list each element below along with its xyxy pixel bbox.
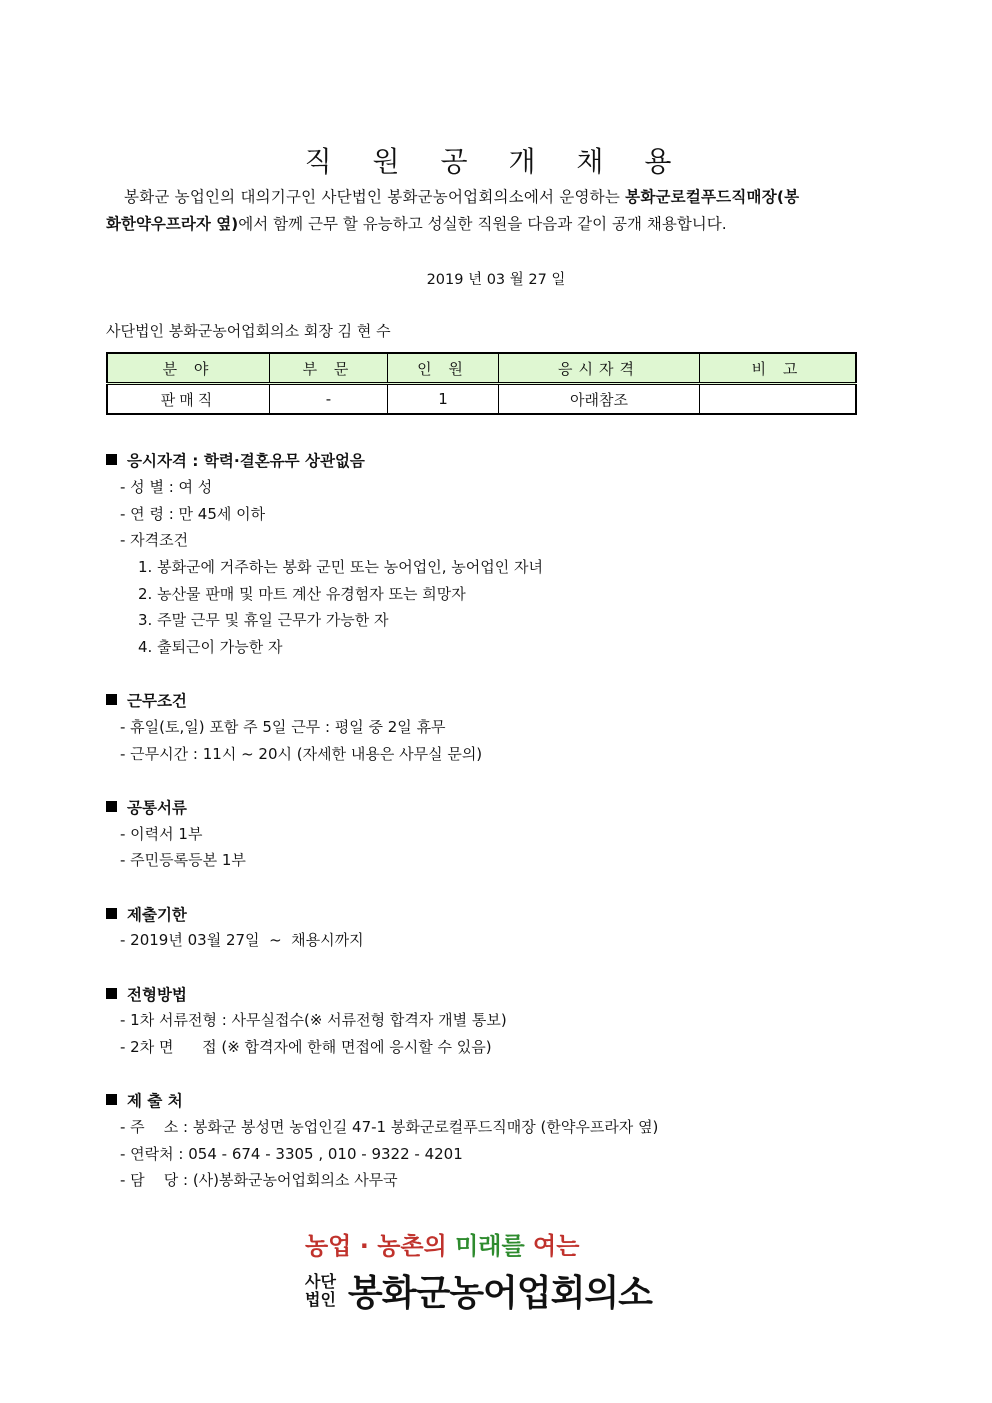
list-item: - 담 당 : (사)봉화군농어업회의소 사무국 <box>120 1171 398 1189</box>
header-field: 분 야 <box>107 353 270 384</box>
list-item: - 2차 면 접 (※ 합격자에 한해 면접에 응시할 수 있음) <box>120 1038 492 1056</box>
cell-notes <box>700 384 857 415</box>
list-item: - 주 소 : 봉화군 봉성면 농업인길 47-1 봉화군로컬푸드직매장 (한약우프라자 옆) <box>120 1118 659 1136</box>
square-bullet-icon <box>106 1094 117 1105</box>
organization-line: 사단법인 봉화군농어업회의소 회장 김 현 수 <box>106 322 391 340</box>
intro-store-location: 화한약우프라자 옆) <box>106 215 239 233</box>
square-bullet-icon <box>106 908 117 919</box>
square-bullet-icon <box>106 988 117 999</box>
square-bullet-icon <box>106 801 117 812</box>
section-deadline-heading: 제출기한 <box>106 903 187 925</box>
condition-item: 2. 농산물 판매 및 마트 계산 유경험자 또는 희망자 <box>138 585 466 603</box>
table-row <box>107 384 856 415</box>
intro-text-2: 에서 함께 근무 할 유능하고 성실한 직원을 다음과 같이 공개 채용합니다. <box>238 215 727 233</box>
square-bullet-icon <box>106 454 117 465</box>
cell-headcount: 1 <box>388 384 499 415</box>
list-item: - 이력서 1부 <box>120 825 203 843</box>
cell-division: - <box>270 384 388 415</box>
table-header-row <box>107 353 856 384</box>
posting-date: 2019 년 03 월 27 일 <box>426 272 566 288</box>
section-documents-heading: 공통서류 <box>106 796 187 818</box>
intro-text: 봉화군 농업인의 대의기구인 사단법인 봉화군농어업회의소에서 운영하는 <box>124 188 626 206</box>
header-qualification: 응시자격 <box>499 353 700 384</box>
condition-item: 4. 출퇴근이 가능한 자 <box>138 638 283 656</box>
header-headcount: 인 원 <box>388 353 499 384</box>
logo-corp-label: 사단 법인 <box>305 1271 336 1309</box>
list-item: - 1차 서류전형 : 사무실접수(※ 서류전형 합격자 개별 통보) <box>120 1011 507 1029</box>
header-notes: 비 고 <box>700 353 857 384</box>
list-item: - 연락처 : 054 - 674 - 3305 , 010 - 9322 - 4201 <box>120 1145 463 1163</box>
cell-qualification: 아래참조 <box>499 384 700 415</box>
intro-store-name: 봉화군로컬푸드직매장(봉 <box>625 188 800 206</box>
list-item: - 자격조건 <box>120 531 189 549</box>
condition-item: 3. 주말 근무 및 휴일 근무가 가능한 자 <box>138 611 389 629</box>
condition-item: 1. 봉화군에 거주하는 봉화 군민 또는 농어업인, 농어업인 자녀 <box>138 558 543 576</box>
section-qualification-heading: 응시자격 : 학력·결혼유무 상관없음 <box>106 449 365 471</box>
list-item: - 연 령 : 만 45세 이하 <box>120 505 266 523</box>
square-bullet-icon <box>106 694 117 705</box>
organization-logo <box>305 1226 652 1316</box>
cell-field: 판매직 <box>107 384 270 415</box>
list-item: - 근무시간 : 11시 ~ 20시 (자세한 내용은 사무실 문의) <box>120 745 483 763</box>
section-submission-heading: 제 출 처 <box>106 1089 183 1111</box>
list-item: - 2019년 03월 27일 ~ 채용시까지 <box>120 931 364 949</box>
logo-slogan: 농업 · 농촌의 미래를 여는 <box>305 1232 580 1260</box>
logo-org-name: 봉화군농어업회의소 <box>347 1273 652 1314</box>
list-item: - 성 별 : 여 성 <box>120 478 213 496</box>
page-title: 직 원 공 개 채 용 <box>304 145 688 178</box>
positions-table <box>106 352 857 415</box>
section-selection-heading: 전형방법 <box>106 983 187 1005</box>
section-work-heading: 근무조건 <box>106 689 187 711</box>
list-item: - 휴일(토,일) 포함 주 5일 근무 : 평일 중 2일 휴무 <box>120 718 446 736</box>
list-item: - 주민등록등본 1부 <box>120 851 246 869</box>
intro-paragraph <box>106 184 892 238</box>
header-division: 부 문 <box>270 353 388 384</box>
